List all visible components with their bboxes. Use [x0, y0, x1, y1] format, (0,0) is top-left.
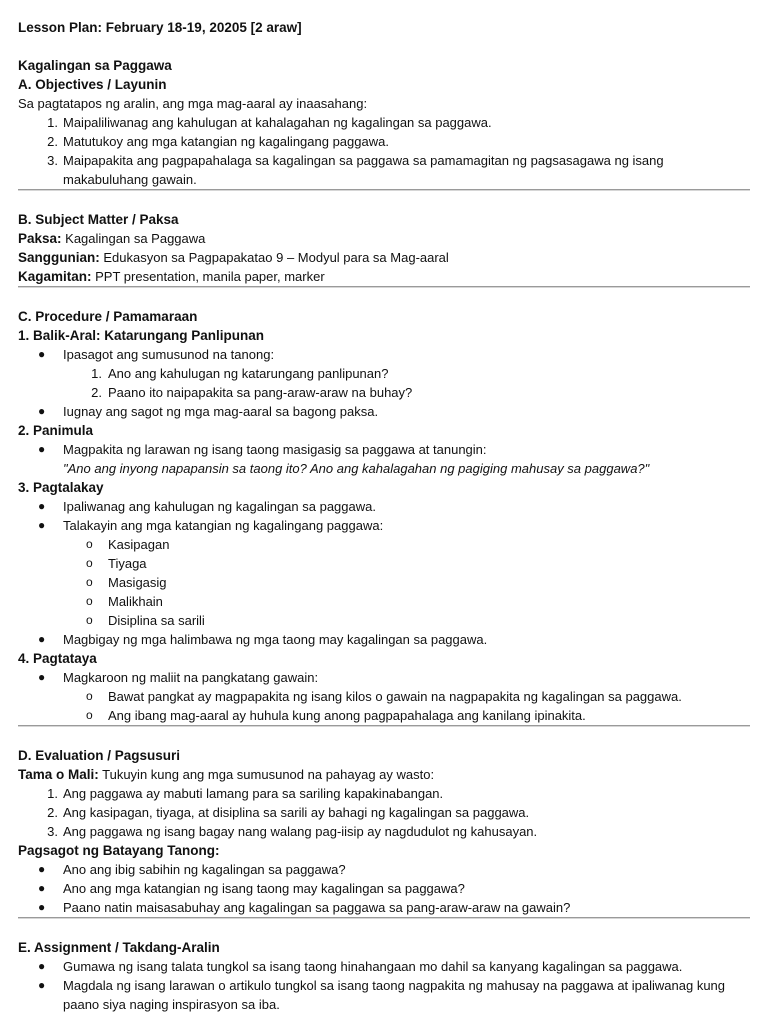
list-item: o Tiyaga	[86, 556, 147, 571]
subject-heading: B. Subject Matter / Paksa	[18, 212, 179, 227]
list-item: ● Paano natin maisasabuhay ang kagalingan sa paggawa sa pang-araw-araw na gawain?	[38, 900, 571, 915]
list-item: o Kasipagan	[86, 537, 170, 552]
list-item: o Masigasig	[86, 575, 167, 590]
evaluation-heading: D. Evaluation / Pagsusuri	[18, 748, 181, 763]
list-item: o Malikhain	[86, 594, 163, 609]
list-item: ● Iugnay ang sagot ng mga mag-aaral sa bagong paksa.	[38, 404, 379, 419]
objectives-heading: A. Objectives / Layunin	[18, 77, 167, 92]
list-item: ● Gumawa ng isang talata tungkol sa isang taong hinahangaan mo dahil sa kanyang kagalingan sa paggawa.	[38, 959, 683, 974]
objectives-intro: Sa pagtatapos ng aralin, ang mga mag-aaral ay inaasahang:	[18, 96, 368, 111]
subject-row-kagamitan: Kagamitan: PPT presentation, manila paper, marker	[18, 269, 325, 284]
batayang-tanong-list	[18, 860, 750, 917]
list-item: 1. Ang paggawa ay mabuti lamang para sa sariling kapakinabangan.	[47, 786, 444, 801]
objectives-list	[18, 113, 750, 189]
list-item: o Ang ibang mag-aaral ay huhula kung anong pagpapahalaga ang kanilang ipinakita.	[86, 708, 586, 723]
list-item: ● Ano ang ibig sabihin ng kagalingan sa paggawa?	[38, 862, 346, 877]
list-item: 3. Ang paggawa ng isang bagay nang walang pag-iisip ay nagdudulot ng kahusayan.	[47, 824, 538, 839]
subject-row-sanggunian: Sanggunian: Edukasyon sa Pagpapakatao 9 – Modyul para sa Mag-aaral	[18, 250, 449, 265]
assignment-list	[18, 957, 750, 1014]
pagtataya-list	[18, 668, 750, 725]
list-item: 1. Ano ang kahulugan ng katarungang panlipunan?	[91, 366, 389, 381]
statements-list	[18, 784, 750, 841]
panimula-list	[18, 440, 750, 459]
procedure-heading: C. Procedure / Pamamaraan	[18, 309, 198, 324]
pagtataya-heading: 4. Pagtataya	[18, 651, 97, 666]
assignment-heading: E. Assignment / Takdang-Aralin	[18, 940, 220, 955]
list-item: 1. Maipaliliwanag ang kahulugan at kahalagahan ng kagalingan sa paggawa.	[47, 115, 492, 130]
balik-aral-list	[18, 345, 750, 421]
list-item: ● Ipaliwanag ang kahulugan ng kagalingan sa paggawa.	[38, 499, 376, 514]
document-title: Lesson Plan: February 18-19, 20205 [2 araw]	[18, 20, 302, 35]
list-item: o Disiplina sa sarili	[86, 613, 205, 628]
list-item: ● Magbigay ng mga halimbawa ng mga taong may kagalingan sa paggawa.	[38, 632, 488, 647]
subject-row-paksa: Paksa: Kagalingan sa Paggawa	[18, 231, 206, 246]
list-item: ● Ipasagot ang sumusunod na tanong:	[38, 347, 275, 362]
pagtalakay-list	[18, 497, 750, 649]
topic-heading: Kagalingan sa Paggawa	[18, 58, 172, 73]
lesson-plan-document	[18, 18, 750, 1014]
list-item: ● Magkaroon ng maliit na pangkatang gawain:	[38, 670, 319, 685]
panimula-quote: "Ano ang inyong napapansin sa taong ito? Ano ang kahalagahan ng pagiging mahusay sa paggawa?"	[63, 461, 650, 476]
list-item: 3. Maipapakita ang pagpapahalaga sa kagalingan sa paggawa sa pamamagitan ng pagsasagawa ng isang makabuluhang gawain.	[47, 153, 664, 187]
balik-aral-heading: 1. Balik-Aral: Katarungang Panlipunan	[18, 328, 265, 343]
list-item: o Bawat pangkat ay magpapakita ng isang kilos o gawain na nagpapakita ng kagalingan sa paggawa.	[86, 689, 682, 704]
list-item: 2. Ang kasipagan, tiyaga, at disiplina sa sarili ay bahagi ng kagalingan sa paggawa.	[47, 805, 530, 820]
tama-o-mali-instruction: Tama o Mali: Tukuyin kung ang mga sumusunod na pahayag ay wasto:	[18, 767, 435, 782]
panimula-heading: 2. Panimula	[18, 423, 94, 438]
list-item: ● Magdala ng isang larawan o artikulo tungkol sa isang taong nagpakita ng mahusay na paggawa at ipaliwanag kung paano siya naging inspirasyon sa iba.	[38, 978, 726, 1012]
list-item: 2. Matutukoy ang mga katangian ng kagalingang paggawa.	[47, 134, 389, 149]
list-item: ● Magpakita ng larawan ng isang taong masigasig sa paggawa at tanungin:	[38, 442, 487, 457]
list-item: 2. Paano ito naipapakita sa pang-araw-araw na buhay?	[91, 385, 413, 400]
pagtalakay-heading: 3. Pagtalakay	[18, 480, 104, 495]
pagsagot-heading: Pagsagot ng Batayang Tanong:	[18, 843, 220, 858]
list-item: ● Talakayin ang mga katangian ng kagalingang paggawa:	[38, 518, 384, 533]
list-item: ● Ano ang mga katangian ng isang taong may kagalingan sa paggawa?	[38, 881, 465, 896]
